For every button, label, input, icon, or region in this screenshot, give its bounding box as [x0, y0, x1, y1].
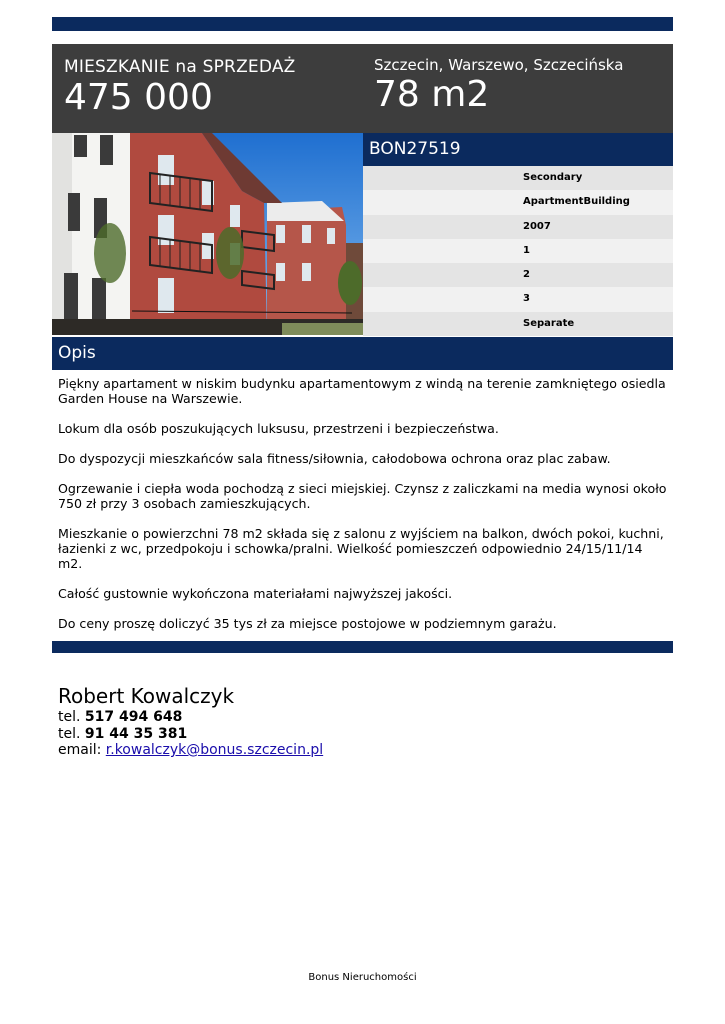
description-paragraph: Do dyspozycji mieszkańców sala fitness/siłownia, całodobowa ochrona oraz plac zabaw. [58, 451, 611, 466]
agent-phone-office: 91 44 35 381 [84, 725, 188, 742]
email-label: email: [58, 742, 102, 758]
detail-building-type: ApartmentBuilding [363, 190, 673, 214]
description-body [58, 376, 668, 646]
detail-value-3: 3 [363, 287, 673, 311]
detail-year: 2007 [363, 215, 673, 239]
description-paragraph: Mieszkanie o powierzchni 78 m2 składa się z salonu z wyjściem na balkon, dwóch pokoi, kuchni, łazienki z wc, przedpokoju i schowka/pralni. Wielkość pomieszczeń odpowiednio 24/15/11/14 m2. [58, 526, 664, 571]
description-title: Opis [58, 343, 96, 363]
listing-location: Szczecin, Warszewo, Szczecińska [374, 56, 624, 74]
description-header [52, 337, 673, 370]
listing-price: 475 000 [64, 77, 213, 118]
agent-email-row [58, 742, 323, 759]
listing-header [52, 44, 673, 133]
details-list [363, 166, 673, 336]
agent-phone-row [58, 726, 323, 743]
top-accent-bar [52, 17, 673, 31]
listing-type: MIESZKANIE na SPRZEDAŻ [64, 57, 296, 77]
tel-label: tel. [58, 725, 81, 742]
description-paragraph: Całość gustownie wykończona materiałami najwyższej jakości. [58, 586, 453, 601]
agent-phone-row [58, 709, 323, 726]
agent-name: Robert Kowalczyk [58, 684, 235, 708]
listing-area: 78 m2 [374, 74, 490, 115]
description-paragraph: Piękny apartament w niskim budynku apartamentowym z windą na terenie zamkniętego osiedla Garden House na Warszewie. [58, 376, 666, 406]
agent-phone-mobile: 517 494 648 [84, 709, 183, 725]
agent-email-link[interactable]: r.kowalczyk@bonus.szczecin.pl [105, 742, 324, 758]
description-paragraph: Do ceny proszę doliczyć 35 tys zł za miejsce postojowe w podziemnym garażu. [58, 616, 557, 631]
detail-value-1: 1 [363, 239, 673, 263]
reference-box [363, 133, 673, 166]
description-paragraph: Lokum dla osób poszukujących luksusu, przestrzeni i bezpieczeństwa. [58, 421, 499, 436]
description-paragraph: Ogrzewanie i ciepła woda pochodzą z sieci miejskiej. Czynsz z zaliczkami na media wynosi około 750 zł przy 3 osobach zamieszkujących. [58, 481, 667, 511]
detail-kitchen: Separate [363, 312, 673, 336]
property-photo [52, 133, 363, 335]
detail-market: Secondary [363, 166, 673, 190]
section-divider-bar [52, 641, 673, 653]
reference-number: BON27519 [369, 139, 461, 159]
agent-contact [58, 684, 323, 759]
tel-label: tel. [58, 709, 81, 725]
footer-company: Bonus Nieruchomości [308, 972, 417, 983]
detail-value-2: 2 [363, 263, 673, 287]
